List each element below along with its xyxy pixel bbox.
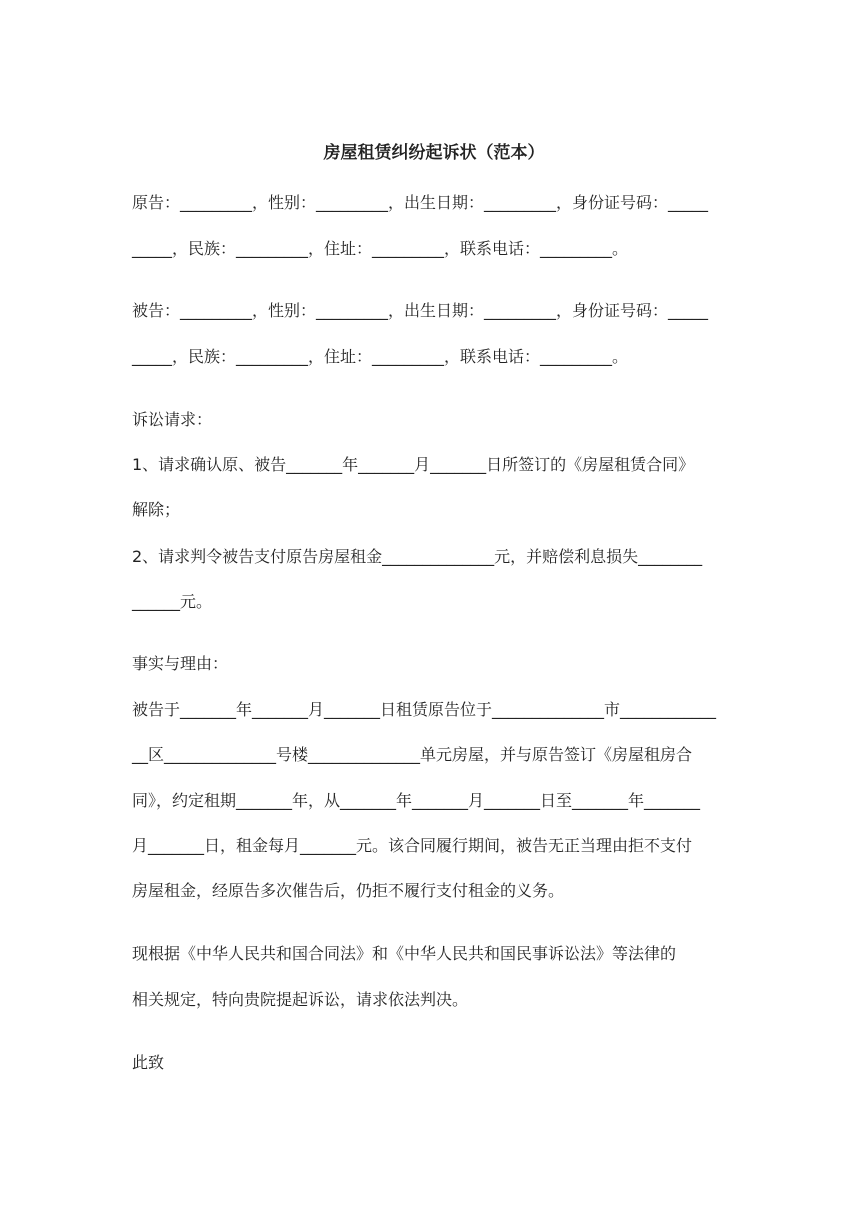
basis-line-2: 相关规定，特向贵院提起诉讼，请求依法判决。 — [132, 990, 469, 1009]
closing-text: 此致 — [132, 1053, 165, 1072]
facts-line-1: 被告于_______年_______月_______日租赁原告位于______________市____________ — [132, 700, 717, 719]
defendant-line-2: _____，民族：_________，住址：_________，联系电话：_________。 — [132, 347, 629, 366]
document-title: 房屋租赁纠纷起诉状（范本） — [323, 143, 545, 163]
facts-line-4: 月_______日，租金每月_______元。该合同履行期间，被告无正当理由拒不支付 — [132, 836, 693, 855]
plaintiff-line-1: 原告：_________，性别：_________，出生日期：_________，身份证号码：_____ — [132, 193, 709, 212]
claim-2-line-1: 2、请求判令被告支付原告房屋租金______________元，并赔偿利息损失________ — [132, 547, 703, 566]
basis-line-1: 现根据《中华人民共和国合同法》和《中华人民共和国民事诉讼法》等法律的 — [132, 944, 677, 963]
claim-1-line-1: 1、请求确认原、被告_______年_______月_______日所签订的《房屋租赁合同》 — [132, 455, 695, 474]
facts-heading: 事实与理由： — [132, 654, 229, 673]
facts-line-3: 同》，约定租期_______年，从_______年_______月_______日至_______年_______ — [132, 791, 701, 810]
claims-heading: 诉讼请求： — [132, 410, 213, 429]
facts-line-5: 房屋租金，经原告多次催告后，仍拒不履行支付租金的义务。 — [132, 881, 565, 900]
claim-1-line-2: 解除； — [132, 500, 181, 519]
facts-line-2: __区______________号楼______________单元房屋，并与原告签订《房屋租房合 — [132, 745, 693, 764]
defendant-line-1: 被告：_________，性别：_________，出生日期：_________，身份证号码：_____ — [132, 301, 709, 320]
plaintiff-line-2: _____，民族：_________，住址：_________，联系电话：_________。 — [132, 239, 629, 258]
claim-2-line-2: ______元。 — [132, 592, 213, 611]
